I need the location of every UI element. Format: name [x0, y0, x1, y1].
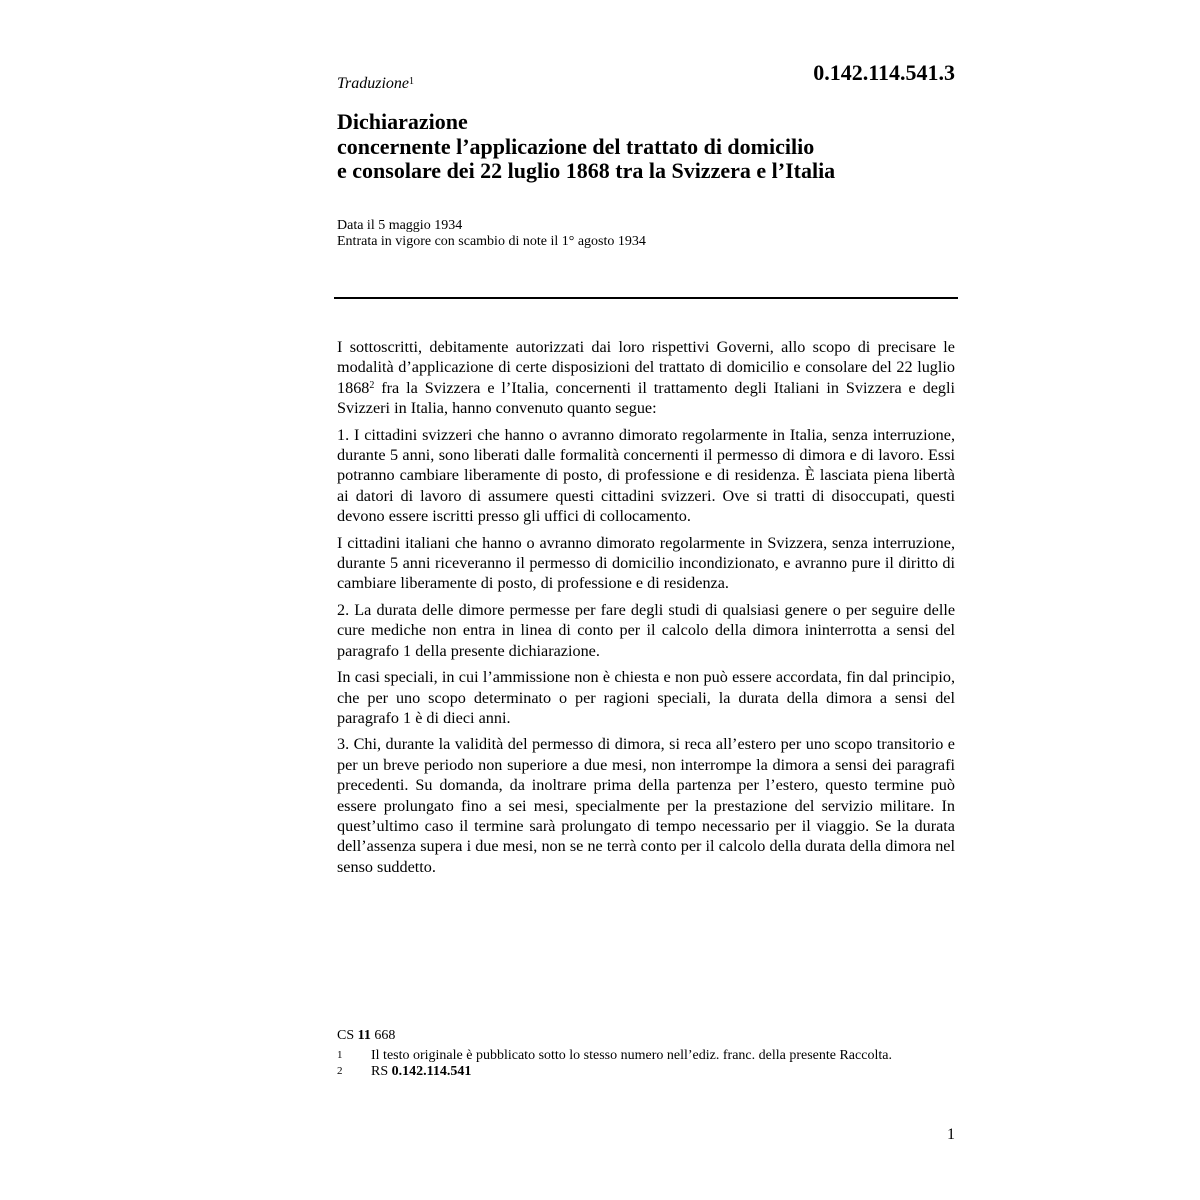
sr-number: 0.142.114.541.3	[813, 60, 955, 85]
footnote-text	[371, 1064, 957, 1080]
entry-into-force: Entrata in vigore con scambio di note il 1° agosto 1934	[337, 234, 646, 249]
title-line-3: e consolare dei 22 luglio 1868 tra la Svizzera e l’Italia	[337, 158, 836, 183]
translation-label	[337, 74, 414, 94]
document-body	[337, 337, 955, 883]
page-number: 1	[947, 1126, 955, 1143]
footnote-1	[337, 1048, 957, 1064]
document-metadata	[337, 218, 646, 250]
intro-paragraph	[337, 337, 955, 419]
footnote-number: 1	[337, 1049, 343, 1061]
horizontal-rule	[334, 297, 958, 299]
footnote-sr-reference[interactable]: 0.142.114.541	[391, 1064, 472, 1079]
footnote-number: 2	[337, 1065, 343, 1077]
paragraph-2b: In casi speciali, in cui l’ammissione non è chiesta e non può essere accordata, fin dal principio, che per uno scopo determinato o per ragioni speciali, la durata della dimora a sensi del paragrafo 1 è di dieci anni.	[337, 668, 955, 727]
cs-page: 668	[370, 1028, 396, 1043]
cs-reference	[337, 1028, 957, 1044]
cs-volume: 11	[357, 1028, 371, 1043]
paragraph-3: 3. Chi, durante la validità del permesso di dimora, si reca all’estero per uno scopo transitorio e per un breve periodo non superiore a due mesi, non interrompe la dimora a sensi dei paragrafi precedenti. Su domanda, da inoltrare prima della partenza per l’estero, questo termine può essere prolungato fino a sei mesi, specialmente per la prestazione del servizio militare. In quest’ultimo caso il termine sarà prolungato di tempo necessario per il viaggio. Se la durata dell’assenza supera i due mesi, non se ne terrà conto per il calcolo della durata della dimora nel senso suddetto.	[337, 735, 955, 876]
footnote-ref-2[interactable]: 2	[369, 379, 375, 391]
footnote-ref-1[interactable]: 1	[409, 76, 415, 87]
cs-prefix: CS	[337, 1028, 358, 1043]
paragraph-1: 1. I cittadini svizzeri che hanno o avranno dimorato regolarmente in Italia, senza interruzione, durante 5 anni, sono liberati dalle formalità concernenti il permesso di dimora e di lavoro. Essi potranno cambiare liberamente di posto, di professione e di residenza. È lasciata piena libertà ai datori di lavoro di assumere questi cittadini svizzeri. Ove si tratti di disoccupati, questi devono essere iscritti presso gli uffici di collocamento.	[337, 425, 955, 526]
document-title	[337, 110, 957, 184]
paragraph-1b: I cittadini italiani che hanno o avranno dimorato regolarmente in Svizzera, senza interruzione, durante 5 anni riceveranno il permesso di domicilio incondizionato, e avranno pure il diritto di cambiare liberamente di posto, di professione e di residenza.	[337, 533, 955, 593]
intro-text-part2: fra la Svizzera e l’Italia, concernenti il trattamento degli Italiani in Svizzera e degli Svizzeri in Italia, hanno convenuto quanto segue:	[337, 378, 955, 418]
date-given: Data il 5 maggio 1934	[337, 218, 463, 233]
translation-label-text: Traduzione	[337, 75, 410, 92]
footnote-text: Il testo originale è pubblicato sotto lo stesso numero nell’ediz. franc. della presente Raccolta.	[371, 1048, 892, 1063]
footnote-2	[337, 1064, 957, 1080]
title-line-2: concernente l’applicazione del trattato di domicilio	[337, 133, 815, 159]
intro-text-part1: I sottoscritti, debitamente autorizzati dai loro rispettivi Governi, allo scopo di precisare le modalità d’applicazione di certe disposizioni del trattato di domicilio e consolare del 22 luglio 1868	[337, 338, 955, 397]
footnote-text-prefix: RS	[371, 1064, 392, 1079]
footnotes-section	[337, 1028, 957, 1080]
paragraph-2: 2. La durata delle dimore permesse per fare degli studi di qualsiasi genere o per seguire delle cure mediche non entra in linea di conto per il calcolo della dimora ininterrotta a sensi del paragrafo 1 della presente dichiarazione.	[337, 600, 955, 660]
title-line-1: Dichiarazione	[337, 109, 468, 134]
